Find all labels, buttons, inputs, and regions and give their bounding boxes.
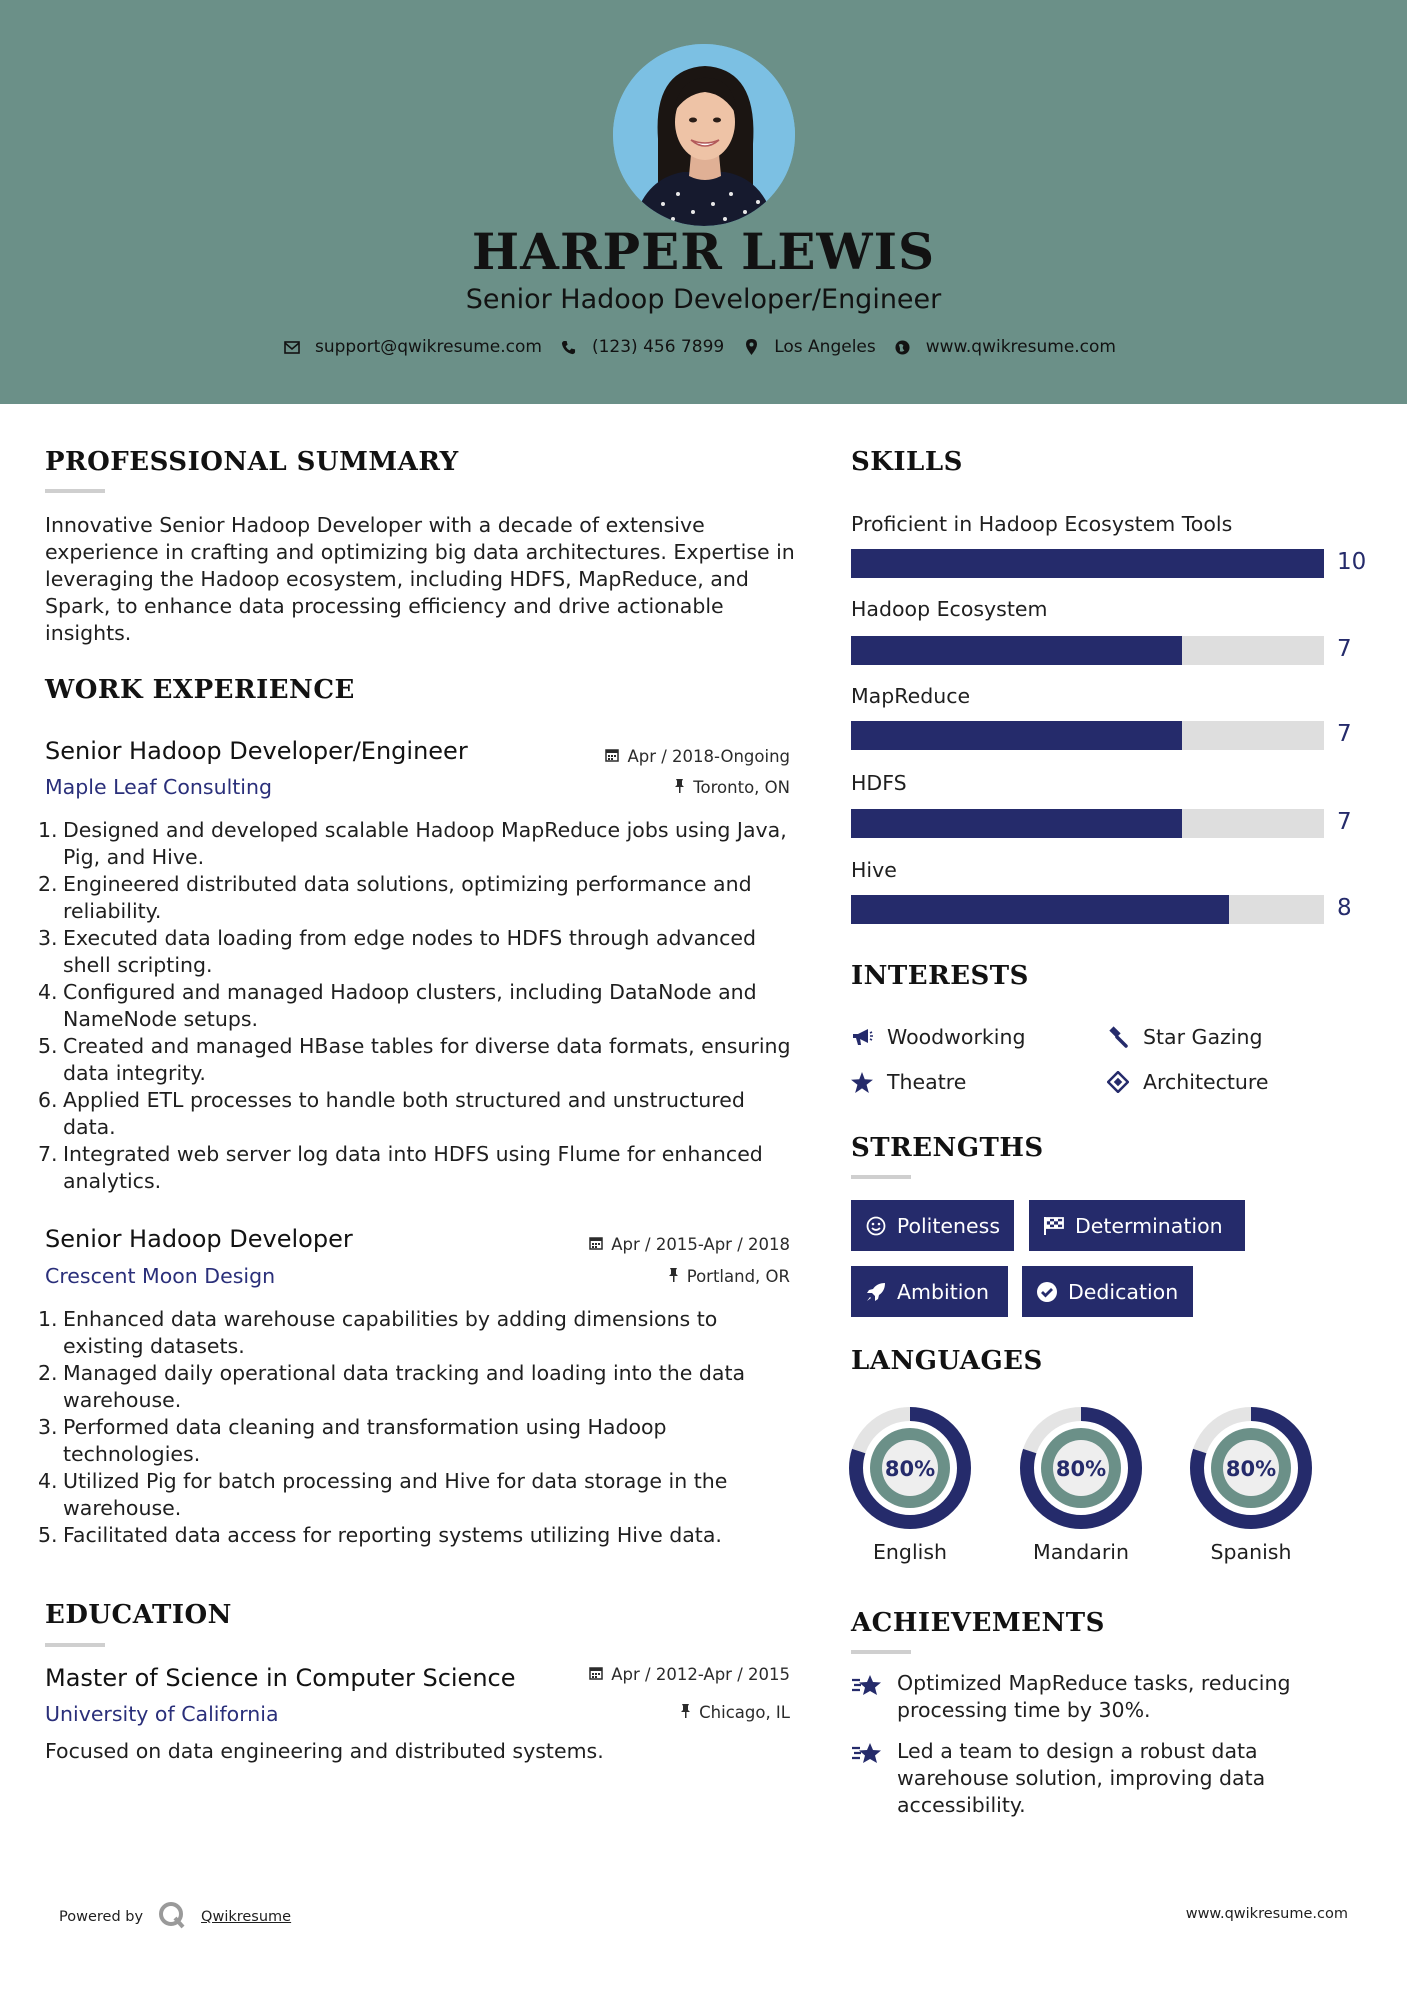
- list-item: 7. Integrated web server log data into HDFS using Flume for enhanced analytics.: [38, 1142, 763, 1193]
- skill-bar-fill: [851, 809, 1182, 838]
- summary-heading: PROFESSIONAL SUMMARY: [45, 447, 459, 477]
- achievement-item: Optimized MapReduce tasks, reducing processing time by 30%.: [851, 1670, 1321, 1724]
- language-name: Spanish: [1210, 1540, 1292, 1564]
- skill-bar: [851, 809, 1324, 838]
- interest-item: Theatre: [851, 1070, 966, 1094]
- strength-badge: Politeness: [851, 1200, 1014, 1251]
- language-ring: [848, 1406, 972, 1530]
- company-name: Maple Leaf Consulting: [45, 775, 273, 799]
- star-icon: [851, 1071, 873, 1093]
- language-percent: 80%: [1225, 1457, 1277, 1481]
- language-name: Mandarin: [1033, 1540, 1129, 1564]
- job-title: Senior Hadoop Developer: [45, 1225, 353, 1253]
- interest-item: Woodworking: [851, 1025, 1025, 1049]
- list-item: 1. Enhanced data warehouse capabilities by adding dimensions to existing datasets.: [38, 1307, 718, 1358]
- language-name: English: [872, 1540, 948, 1564]
- strengths-heading: STRENGTHS: [851, 1133, 1044, 1163]
- contact-phone[interactable]: [560, 337, 724, 357]
- skills-heading: SKILLS: [851, 447, 963, 477]
- skill-value: 7: [1337, 636, 1352, 662]
- strength-badge: Dedication: [1022, 1266, 1193, 1317]
- education-location: Chicago, IL: [680, 1703, 790, 1722]
- website-text: www.qwikresume.com: [925, 337, 1116, 357]
- skill-bar: [851, 721, 1324, 750]
- languages-heading: LANGUAGES: [851, 1346, 1043, 1376]
- skill-name: HDFS: [851, 771, 907, 795]
- contact-location: [742, 337, 876, 357]
- summary-text: Innovative Senior Hadoop Developer with a decade of extensive experience in crafting and optimizing big data architectures. Expertise in leveraging the Hadoop ecosystem, including HDFS, MapReduce, and Spark, to enhance data processing efficiency and drive actionable insights.: [45, 513, 795, 645]
- resume-header: [0, 0, 1407, 404]
- skill-bar-fill: [851, 549, 1324, 578]
- envelope-icon: [283, 338, 301, 356]
- language-item: [1189, 1406, 1313, 1564]
- job-duties-list: [38, 817, 798, 1195]
- skill-bar-fill: [851, 636, 1182, 665]
- list-item: 4. Configured and managed Hadoop clusters, including DataNode and NameNode setups.: [38, 980, 757, 1031]
- strength-badge: Determination: [1029, 1200, 1245, 1251]
- list-item: 4. Utilized Pig for batch processing and Hive for data storage in the warehouse.: [38, 1469, 728, 1520]
- skill-name: Proficient in Hadoop Ecosystem Tools: [851, 512, 1233, 536]
- achievement-item: Led a team to design a robust data warehouse solution, improving data accessibility.: [851, 1738, 1321, 1819]
- pin-icon: [668, 1267, 679, 1286]
- skill-name: Hive: [851, 858, 897, 882]
- language-item: [1019, 1406, 1143, 1564]
- qwikresume-logo-icon: [157, 1900, 187, 1934]
- list-item: 3. Performed data cleaning and transformation using Hadoop technologies.: [38, 1415, 667, 1466]
- section-divider: [851, 1650, 911, 1654]
- phone-text: (123) 456 7899: [591, 337, 725, 357]
- language-ring: [1189, 1406, 1313, 1530]
- email-text: support@qwikresume.com: [315, 337, 542, 357]
- skill-value: 7: [1337, 721, 1352, 747]
- section-divider: [45, 489, 105, 493]
- language-item: [848, 1406, 972, 1564]
- experience-heading: WORK EXPERIENCE: [45, 675, 355, 705]
- list-item: 2. Managed daily operational data tracking and loading into the data warehouse.: [38, 1361, 746, 1412]
- list-item: 6. Applied ETL processes to handle both structured and unstructured data.: [38, 1088, 745, 1139]
- job-location: Toronto, ON: [674, 778, 790, 797]
- globe-icon: [894, 338, 912, 356]
- section-divider: [45, 1643, 105, 1647]
- brand-link[interactable]: Qwikresume: [201, 1909, 292, 1925]
- location-text: Los Angeles: [774, 337, 876, 357]
- pin-icon: [674, 778, 685, 797]
- skill-bar: [851, 895, 1324, 924]
- skill-value: 7: [1337, 809, 1352, 835]
- list-item: 1. Designed and developed scalable Hadoop MapReduce jobs using Java, Pig, and Hive.: [38, 818, 787, 869]
- rocket-icon: [865, 1281, 887, 1303]
- interest-item: Architecture: [1107, 1070, 1269, 1094]
- job-title: Senior Hadoop Developer/Engineer: [45, 737, 468, 765]
- shooting-star-icon: [851, 1670, 883, 1724]
- language-percent: 80%: [1055, 1457, 1107, 1481]
- candidate-name: HARPER LEWIS: [471, 222, 936, 281]
- list-item: 5. Created and managed HBase tables for diverse data formats, ensuring data integrity.: [38, 1034, 791, 1085]
- interests-heading: INTERESTS: [851, 961, 1029, 991]
- education-heading: EDUCATION: [45, 1600, 232, 1630]
- calendar-icon: [589, 1665, 603, 1684]
- skill-bar: [851, 549, 1324, 578]
- language-percent: 80%: [884, 1457, 936, 1481]
- calendar-icon: [605, 747, 619, 766]
- ticket-icon: [1107, 1071, 1129, 1093]
- flag-icon: [1043, 1215, 1065, 1237]
- company-name: Crescent Moon Design: [45, 1264, 276, 1288]
- megaphone-icon: [851, 1026, 873, 1048]
- education-note: Focused on data engineering and distributed systems.: [45, 1739, 604, 1763]
- gavel-icon: [1107, 1026, 1129, 1048]
- shooting-star-icon: [851, 1738, 883, 1819]
- school-name: University of California: [45, 1702, 279, 1726]
- degree-title: Master of Science in Computer Science: [45, 1664, 516, 1692]
- skill-bar-fill: [851, 721, 1182, 750]
- profile-photo: [613, 44, 795, 226]
- list-item: 2. Engineered distributed data solutions, optimizing performance and reliability.: [38, 872, 752, 923]
- map-marker-icon: [742, 338, 760, 356]
- skill-value: 10: [1337, 549, 1367, 575]
- contact-email[interactable]: [283, 337, 542, 357]
- skill-name: Hadoop Ecosystem: [851, 597, 1048, 621]
- footer-powered-by: Powered by Qwikresume: [59, 1900, 291, 1934]
- calendar-icon: [589, 1235, 603, 1254]
- interest-item: Star Gazing: [1107, 1025, 1262, 1049]
- job-date: Apr / 2018-Ongoing: [605, 747, 790, 766]
- job-date: Apr / 2015-Apr / 2018: [589, 1235, 790, 1254]
- language-ring: [1019, 1406, 1143, 1530]
- strength-badge: Ambition: [851, 1266, 1008, 1317]
- footer-website[interactable]: www.qwikresume.com: [1185, 1906, 1348, 1922]
- education-date: Apr / 2012-Apr / 2015: [589, 1665, 790, 1684]
- section-divider: [851, 1175, 911, 1179]
- skill-name: MapReduce: [851, 684, 971, 708]
- candidate-title: Senior Hadoop Developer/Engineer: [465, 284, 942, 315]
- phone-icon: [560, 338, 578, 356]
- achievements-heading: ACHIEVEMENTS: [851, 1608, 1105, 1638]
- list-item: 3. Executed data loading from edge nodes to HDFS through advanced shell scripting.: [38, 926, 757, 977]
- pin-icon: [680, 1703, 691, 1722]
- list-item: 5. Facilitated data access for reporting systems utilizing Hive data.: [38, 1523, 722, 1547]
- check-circle-icon: [1036, 1281, 1058, 1303]
- contact-bar: [0, 337, 1407, 357]
- smile-icon: [865, 1215, 887, 1237]
- contact-website[interactable]: [894, 337, 1116, 357]
- skill-bar: [851, 636, 1324, 665]
- skill-bar-fill: [851, 895, 1229, 924]
- job-location: Portland, OR: [668, 1267, 790, 1286]
- job-duties-list: [38, 1306, 798, 1549]
- skill-value: 8: [1337, 895, 1352, 921]
